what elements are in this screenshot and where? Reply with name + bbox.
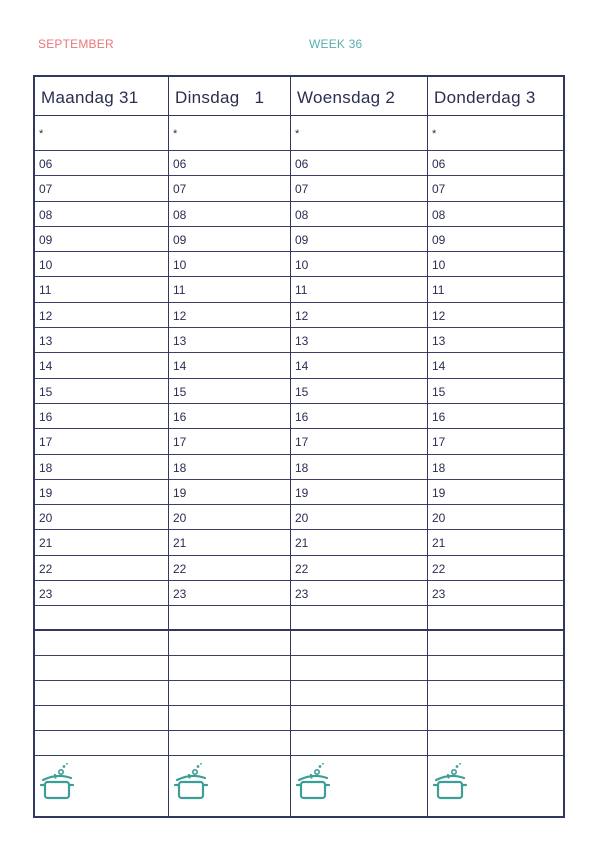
cooking-pot-icon [295,763,331,806]
hour-row[interactable]: 22 [291,556,427,581]
priority-row[interactable]: * [291,116,427,151]
day-header: Donderdag 3 [428,77,563,116]
meal-cell[interactable] [169,758,290,816]
cooking-pot-icon [432,763,468,806]
note-row[interactable] [291,706,427,731]
note-row[interactable] [291,606,427,631]
hour-row[interactable]: 17 [35,429,168,454]
hour-row[interactable]: 19 [428,480,563,505]
hour-row[interactable]: 23 [35,581,168,606]
note-row[interactable] [169,681,290,706]
hour-row[interactable]: 23 [169,581,290,606]
priority-row[interactable]: * [35,116,168,151]
note-row[interactable] [428,731,563,756]
day-column [427,77,563,816]
hour-row[interactable]: 12 [428,303,563,328]
hour-row[interactable]: 13 [169,328,290,353]
hour-row[interactable]: 16 [169,404,290,429]
day-column [290,77,427,816]
note-row[interactable] [35,681,168,706]
hour-row[interactable]: 09 [35,227,168,252]
hour-row[interactable]: 08 [169,202,290,227]
hour-row[interactable]: 23 [428,581,563,606]
note-row[interactable] [291,731,427,756]
hour-row[interactable]: 20 [35,505,168,530]
hour-row[interactable]: 22 [35,556,168,581]
note-row[interactable] [428,656,563,681]
priority-row[interactable]: * [428,116,563,151]
hour-row[interactable]: 13 [428,328,563,353]
hour-row[interactable]: 21 [428,530,563,555]
hour-row[interactable]: 13 [291,328,427,353]
note-row[interactable] [35,606,168,631]
hour-row[interactable]: 06 [35,151,168,176]
note-row[interactable] [35,631,168,656]
hour-row[interactable]: 15 [291,379,427,404]
note-row[interactable] [35,706,168,731]
day-header: Woensdag 2 [291,77,427,116]
hour-row[interactable]: 07 [169,176,290,201]
hour-row[interactable]: 21 [169,530,290,555]
hour-row[interactable]: 07 [291,176,427,201]
hour-row[interactable]: 19 [169,480,290,505]
hour-row[interactable]: 19 [291,480,427,505]
hour-row[interactable]: 20 [169,505,290,530]
hour-row[interactable]: 11 [291,277,427,302]
note-row[interactable] [169,731,290,756]
hour-row[interactable]: 17 [169,429,290,454]
hour-row[interactable]: 14 [169,353,290,378]
hour-row[interactable]: 19 [35,480,168,505]
note-row[interactable] [35,731,168,756]
note-row[interactable] [291,656,427,681]
note-row[interactable] [169,631,290,656]
note-row[interactable] [291,631,427,656]
hour-row[interactable]: 22 [428,556,563,581]
hour-row[interactable]: 16 [428,404,563,429]
day-header: Maandag 31 [35,77,168,116]
hour-row[interactable]: 18 [291,455,427,480]
note-row[interactable] [169,656,290,681]
hour-row[interactable]: 15 [35,379,168,404]
note-row[interactable] [428,631,563,656]
note-row[interactable] [35,656,168,681]
note-row[interactable] [428,606,563,631]
hour-row[interactable]: 09 [291,227,427,252]
hour-row[interactable]: 18 [428,455,563,480]
hour-row[interactable]: 21 [291,530,427,555]
day-header: Dinsdag 1 [169,77,290,116]
hour-row[interactable]: 18 [35,455,168,480]
note-row[interactable] [169,606,290,631]
hour-row[interactable]: 15 [428,379,563,404]
hour-row[interactable]: 14 [35,353,168,378]
hour-row[interactable]: 08 [428,202,563,227]
hour-row[interactable]: 20 [428,505,563,530]
hour-row[interactable]: 06 [291,151,427,176]
note-row[interactable] [169,706,290,731]
meal-cell[interactable] [35,758,168,816]
note-row[interactable] [428,706,563,731]
hour-row[interactable]: 12 [35,303,168,328]
hour-row[interactable]: 16 [291,404,427,429]
hour-row[interactable]: 10 [291,252,427,277]
hour-row[interactable]: 18 [169,455,290,480]
hour-row[interactable]: 11 [169,277,290,302]
hour-row[interactable]: 21 [35,530,168,555]
hour-row[interactable]: 17 [291,429,427,454]
note-row[interactable] [291,681,427,706]
day-column [168,77,290,816]
hour-row[interactable]: 12 [169,303,290,328]
hour-row[interactable]: 15 [169,379,290,404]
hour-row[interactable]: 09 [428,227,563,252]
week-label: WEEK 36 [309,37,363,51]
day-column [35,77,168,816]
hour-row[interactable]: 13 [35,328,168,353]
meal-cell[interactable] [428,758,563,816]
hour-row[interactable]: 23 [291,581,427,606]
hour-row[interactable]: 06 [428,151,563,176]
cooking-pot-icon [173,763,209,806]
hour-row[interactable]: 14 [291,353,427,378]
hour-row[interactable]: 12 [291,303,427,328]
cooking-pot-icon [39,763,75,806]
hour-row[interactable]: 08 [291,202,427,227]
hour-row[interactable]: 10 [35,252,168,277]
hour-row[interactable]: 11 [428,277,563,302]
week-planner-grid [33,75,565,818]
note-row[interactable] [428,681,563,706]
hour-row[interactable]: 07 [428,176,563,201]
hour-row[interactable]: 09 [169,227,290,252]
hour-row[interactable]: 08 [35,202,168,227]
hour-row[interactable]: 14 [428,353,563,378]
hour-row[interactable]: 11 [35,277,168,302]
meal-cell[interactable] [291,758,427,816]
hour-row[interactable]: 06 [169,151,290,176]
hour-row[interactable]: 22 [169,556,290,581]
hour-row[interactable]: 10 [428,252,563,277]
priority-row[interactable]: * [169,116,290,151]
hour-row[interactable]: 10 [169,252,290,277]
month-label: SEPTEMBER [38,37,114,51]
hour-row[interactable]: 20 [291,505,427,530]
hour-row[interactable]: 16 [35,404,168,429]
hour-row[interactable]: 07 [35,176,168,201]
hour-row[interactable]: 17 [428,429,563,454]
